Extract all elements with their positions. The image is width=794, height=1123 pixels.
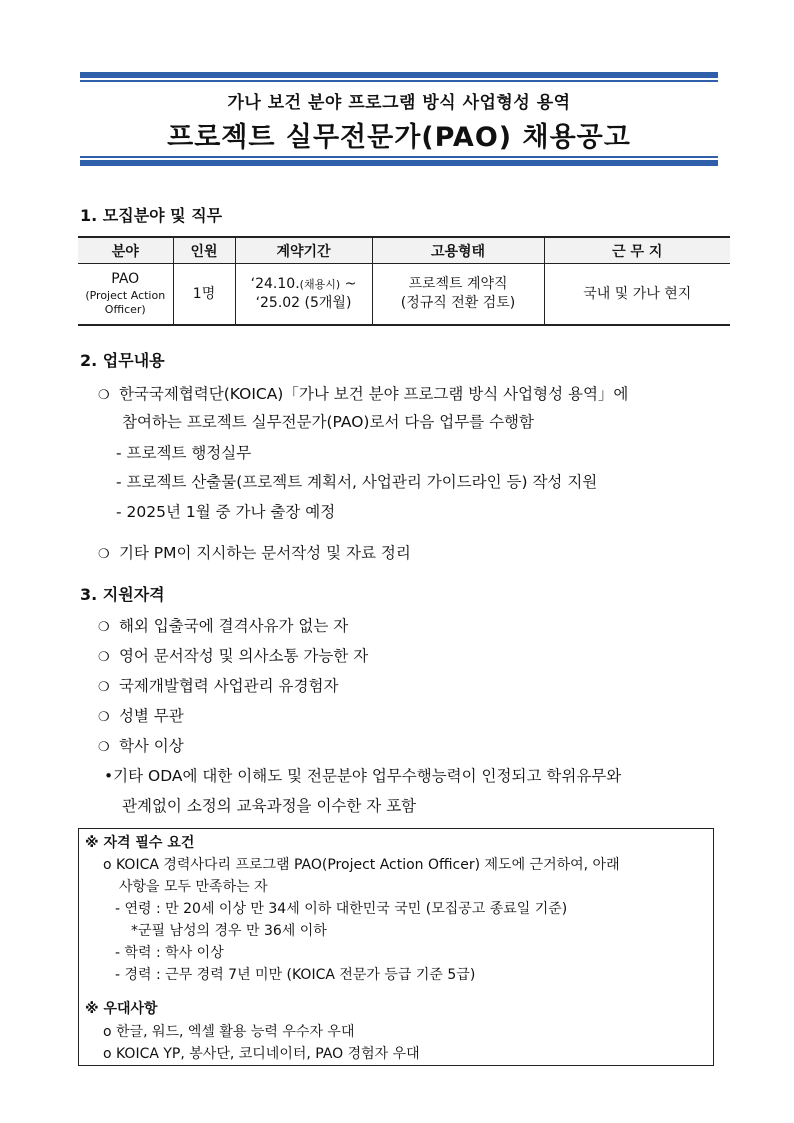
duty-sub-3: - 2025년 1월 중 가나 출장 예정 bbox=[116, 503, 336, 521]
qualification-text: 학사 이상 bbox=[118, 737, 184, 755]
requirement-education: - 학력 : 학사 이상 bbox=[115, 945, 224, 961]
period-start-note: (채용시) bbox=[299, 278, 341, 292]
header-bottom-thin-bar bbox=[80, 156, 718, 158]
type-line1: 프로젝트 계약직 bbox=[408, 276, 508, 293]
qualification-item bbox=[98, 674, 338, 696]
requirement-age-note: *군필 남성의 경우 만 36세 이하 bbox=[131, 923, 327, 939]
section2-heading: 2. 업무내용 bbox=[80, 351, 165, 370]
requirement-age: - 연령 : 만 20세 이상 만 34세 이하 대한민국 국민 (모집공고 종료일 기준) bbox=[115, 901, 568, 917]
section1-heading: 1. 모집분야 및 직무 bbox=[80, 206, 223, 225]
duty-item-2-text: 기타 PM이 지시하는 문서작성 및 자료 정리 bbox=[118, 544, 411, 562]
field-main: PAO bbox=[111, 271, 140, 288]
qualification-item bbox=[98, 734, 184, 756]
table-header-row bbox=[78, 237, 730, 264]
bullet-circle-icon: ❍ bbox=[98, 388, 110, 403]
section3-heading: 3. 지원자격 bbox=[80, 585, 165, 604]
duty-item-1-line2: 참여하는 프로젝트 실무전문가(PAO)로서 다음 업무를 수행함 bbox=[122, 413, 534, 431]
cell-period bbox=[235, 264, 372, 326]
duty-item-1 bbox=[98, 382, 628, 404]
qualification-note-line1: •기타 ODA에 대한 이해도 및 전문분야 업무수행능력이 인정되고 학위유무와 bbox=[104, 767, 622, 785]
qualification-text: 해외 입출국에 결격사유가 없는 자 bbox=[118, 617, 349, 635]
header-top-thin-bar bbox=[80, 80, 718, 82]
header-count: 인원 bbox=[173, 237, 235, 264]
cell-field bbox=[78, 264, 173, 326]
period-line1 bbox=[236, 275, 372, 294]
qualification-note-line2: 관계없이 소정의 교육과정을 이수한 자 포함 bbox=[122, 797, 417, 815]
header-field: 분야 bbox=[78, 237, 173, 264]
duty-item-1-line1: 한국국제협력단(KOICA)「가나 보건 분야 프로그램 방식 사업형성 용역」에 bbox=[118, 385, 629, 403]
cell-type bbox=[372, 264, 544, 326]
recruitment-table bbox=[78, 236, 730, 326]
table-row bbox=[78, 264, 730, 326]
duty-sub-2: - 프로젝트 산출물(프로젝트 계획서, 사업관리 가이드라인 등) 작성 지원 bbox=[116, 473, 598, 491]
requirement-career: - 경력 : 근무 경력 7년 미만 (KOICA 전문가 등급 기준 5급) bbox=[115, 967, 476, 983]
header-bottom-bar bbox=[80, 160, 718, 166]
qualification-text: 성별 무관 bbox=[118, 707, 184, 725]
qualification-text: 국제개발협력 사업관리 유경험자 bbox=[118, 677, 339, 695]
qualification-text: 영어 문서작성 및 의사소통 가능한 자 bbox=[118, 647, 369, 665]
cell-location: 국내 및 가나 현지 bbox=[544, 264, 730, 326]
header-period: 계약기간 bbox=[235, 237, 372, 264]
requirements-title: ※ 자격 필수 요건 bbox=[85, 835, 195, 851]
preference-item-1: o 한글, 워드, 엑셀 활용 능력 우수자 우대 bbox=[103, 1024, 355, 1040]
bullet-circle-icon: ❍ bbox=[98, 650, 110, 665]
qualification-item bbox=[98, 644, 368, 666]
document-subtitle: 가나 보건 분야 프로그램 방식 사업형성 용역 bbox=[227, 93, 571, 113]
requirements-box bbox=[78, 828, 714, 1066]
bullet-circle-icon: ❍ bbox=[98, 740, 110, 755]
document-title: 프로젝트 실무전문가(PAO) 채용공고 bbox=[167, 122, 631, 153]
field-sub: (Project Action Officer) bbox=[85, 289, 166, 317]
bullet-circle-icon: ❍ bbox=[98, 620, 110, 635]
header-location: 근 무 지 bbox=[544, 237, 730, 264]
bullet-circle-icon: ❍ bbox=[98, 710, 110, 725]
period-start: ‘24.10. bbox=[250, 276, 300, 293]
preference-item-2: o KOICA YP, 봉사단, 코디네이터, PAO 경험자 우대 bbox=[103, 1046, 420, 1062]
header-type: 고용형태 bbox=[372, 237, 544, 264]
type-line2: (정규직 전환 검토) bbox=[400, 295, 516, 311]
cell-count: 1명 bbox=[173, 264, 235, 326]
bullet-circle-icon: ❍ bbox=[98, 680, 110, 695]
header-top-bar bbox=[80, 72, 718, 78]
preference-title: ※ 우대사항 bbox=[85, 1001, 158, 1017]
requirements-line1: o KOICA 경력사다리 프로그램 PAO(Project Action Officer) 제도에 근거하여, 아래 bbox=[103, 857, 620, 873]
duty-item-2 bbox=[98, 541, 411, 563]
period-line2: ‘25.02 (5개월) bbox=[255, 295, 352, 311]
bullet-circle-icon: ❍ bbox=[98, 547, 110, 562]
qualification-item bbox=[98, 614, 348, 636]
requirements-line2: 사항을 모두 만족하는 자 bbox=[119, 879, 268, 895]
qualification-item bbox=[98, 704, 184, 726]
duty-sub-1: - 프로젝트 행정실무 bbox=[116, 444, 252, 462]
period-tilde: ~ bbox=[344, 276, 357, 293]
